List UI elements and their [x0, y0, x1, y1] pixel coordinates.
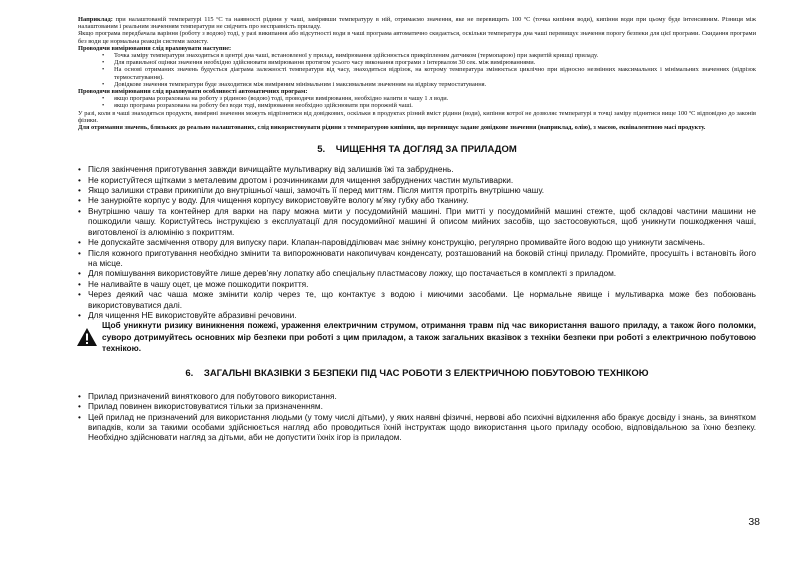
program-reset-paragraph: Якщо програма передбачала варіння (роботу з водою) тоді, у разі википання або відсутності води в чаші програма автоматично скидається, оскільки температура дна чаші перевищує значення порогу безпеки для цієї програми. Скидання програми без води це нормальна реакція системи захисту. — [78, 30, 756, 45]
cleaning-list — [78, 164, 756, 320]
list-item: • Через деякий час чаша може змінити колір через те, що контактує з водою і миючими засобами. Це нормальне явище і мультиварка може без побоювань використовуватися далі. — [88, 289, 756, 310]
section-5-title: 5. ЧИЩЕННЯ ТА ДОГЛЯД ЗА ПРИЛАДОМ — [317, 144, 517, 156]
section-6-body — [78, 391, 756, 443]
example-paragraph — [78, 16, 756, 30]
example-text: при налаштованій температурі 115 ºС та наявності рідини у чаші, замірявши температуру в ній, отримаємо значення, яке не перевищить 100 ºС (точка кипіння води), кипіння води при цьому буде інтенсивним. Різниця між налаштованим і реальним значенням температури не свідчить про несправність приладу. — [78, 16, 756, 31]
section-5-body — [78, 164, 756, 355]
auto-programs-list — [78, 95, 756, 109]
boiling-liquid-paragraph: Для отримання значень, близьких до реально налаштованих, слід використовувати рідини з температурою кипіння, що перевищує задане довідкове значення (наприклад, олію), з масою, еквівалентною масі продукту. — [78, 124, 706, 132]
list-item: • Якщо залишки страви прикипіли до внутрішньої чаші, замочіть її перед миттям. Після миття протріть внутрішню чашу. — [88, 185, 756, 195]
list-item: • Не занурюйте корпус у воду. Для чищення корпусу використовуйте вологу м’яку губку або тканину. — [88, 195, 756, 205]
measurement-notes — [78, 16, 756, 131]
list-item: • Довідкове значення температури буде знаходитися між виміряним мінімальним і максимальним значенням на відрізку термостатування. — [114, 81, 756, 88]
list-item: • Після кожного приготування необхідно змінити та випорожнювати накопичувач конденсату, розташований на боковій стінці приладу. Промийте, просушіть і встановіть його на місце. — [88, 248, 756, 269]
safety-warning — [78, 320, 756, 355]
list-item: • На основі отриманих значень будується діаграма залежності температури від часу, знаходиться відрізок, на котрому температура змінюється циклічно при відносно незмінних максимальних і мінімальних значеннях (відрізок термостатування). — [114, 66, 756, 80]
list-item: • Для чищення НЕ використовуйте абразивні речовини. — [88, 310, 756, 320]
list-item: • Прилад призначений виняткового для побутового використання. — [88, 391, 756, 401]
list-item: • Внутрішню чашу та контейнер для варки на пару можна мити у посудомийній машині. При митті у посудомийній машині стежте, щоб складові частини машини не пошкодили чашу. Користуйтесь інструкцією з експлуатації для посудомийної машині й описом мийних засобів, що застосовуються, щоб уникнути пошкодження чаші, виготовленої із алюмінію з покриттям. — [88, 206, 756, 237]
auto-programs-heading: Проводячи вимірювання слід враховувати особливості автоматичних програм: — [78, 88, 308, 96]
products-paragraph: У разі, коли в чаші знаходяться продукти, виміряні значення можуть відрізнятися від довідкових, оскільки в продуктах різний вміст рідини (води), кипіння котрої не дозволяє температурі в точці заміру піднятися вище 100 ºС відповідно до законів фізики. — [78, 109, 756, 124]
page-number: 38 — [748, 516, 760, 528]
list-item: • якщо програма розрахована на роботу без води тоді, вимірювання необхідно здійснювати при порожній чаші. — [114, 102, 756, 109]
list-item: • Не користуйтеся щітками з металевим дротом і розчинниками для чищення забруднених частин мультиварки. — [88, 175, 756, 185]
list-item: • Точка заміру температури знаходиться в центрі дна чаші, встановленої у прилад, вимірювання здійснюється прикріпленим датчиком (термопарою) при закритій кришці приладу. — [114, 52, 756, 59]
example-label: Наприклад: — [78, 16, 113, 23]
list-item: • Для правильної оцінки значення необхідно здійснювати вимірювання протягом усього часу виконання програми з інтервалом 30 сек. між вимірюваннями. — [114, 59, 756, 66]
list-item: • Цей прилад не призначений для використання людьми (у тому числі дітьми), у яких наявні фізичні, нервові або психічні відхилення або бракує досвіду і знань, за винятком випадків, коли за такими особами здійснюється нагляд або проводиться їхній інструктаж щодо використання цього приладу особою, відповідальною за їхню безпеку. Необхідно здійснювати нагляд за дітьми, аби не допустити їхніх ігор із приладом. — [88, 412, 756, 443]
section-6-title: 6. ЗАГАЛЬНІ ВКАЗІВКИ З БЕЗПЕКИ ПІД ЧАС РОБОТИ З ЕЛЕКТРИЧНОЮ ПОБУТОВОЮ ТЕХНІКОЮ — [185, 367, 649, 379]
list-item: • Для помішування використовуйте лише дерев’яну лопатку або спеціальну пластмасову ложку, що постачається в комплекті з приладом. — [88, 268, 756, 278]
list-item: • Прилад повинен використовуватися тільки за призначенням. — [88, 401, 756, 411]
list-item: • Не наливайте в чашу оцет, це може пошкодити покриття. — [88, 279, 756, 289]
measurement-list — [78, 52, 756, 88]
safety-list — [78, 391, 756, 443]
list-item: • Після закінчення приготування завжди вичищайте мультиварку від залишків їжі та забруднень. — [88, 164, 756, 174]
warning-text: Щоб уникнути ризику виникнення пожежі, ураження електричним струмом, отримання травм під час використання вашого приладу, а також його поломки, суворо дотримуйтесь основних мір безпеки при роботі з цим приладом, а також загальних вказівок з техніки безпеки при роботі з електричною побутовою технікою. — [102, 320, 756, 354]
list-item: • якщо програма розрахована на роботу з рідиною (водою) тоді, проводячи вимірювання, необхідно налити в чашу 1 л води. — [114, 95, 756, 102]
list-item: • Не допускайте засмічення отвору для випуску пари. Клапан-паровідділювач має знімну конструкцію, регулярно промивайте його водою що уникнути засмічень. — [88, 237, 756, 247]
document-page — [78, 16, 756, 443]
warning-triangle-icon — [76, 327, 98, 347]
measurement-heading: Проводячи вимірювання слід враховувати наступне: — [78, 44, 232, 52]
